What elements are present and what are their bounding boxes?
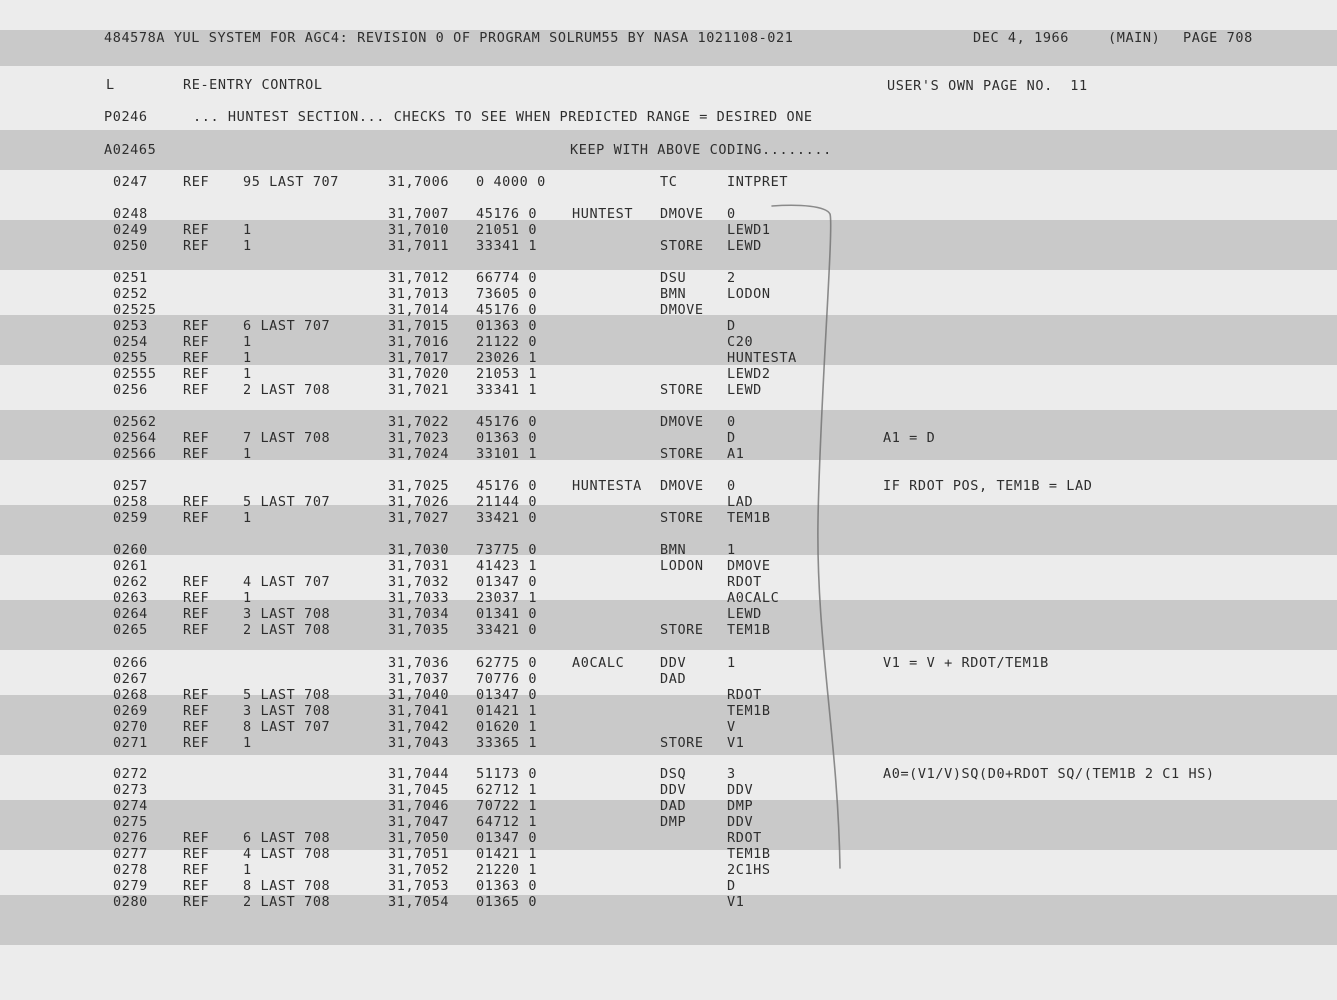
row-ref-count: 4 LAST 708 — [243, 846, 331, 862]
row-address: 31,7016 — [388, 334, 450, 350]
row-operand: RDOT — [727, 687, 762, 703]
row-address: 31,7012 — [388, 270, 450, 286]
row-ref-count: 1 — [243, 350, 252, 366]
row-octal-code: 45176 0 — [476, 302, 538, 318]
row-ref-count: 6 LAST 707 — [243, 318, 331, 334]
row-address: 31,7052 — [388, 862, 450, 878]
row-operand: V1 — [727, 735, 745, 751]
row-octal-code: 01421 1 — [476, 846, 538, 862]
row-opcode: STORE — [660, 622, 704, 638]
row-address: 31,7034 — [388, 606, 450, 622]
row-ref: REF — [183, 510, 210, 526]
row-ref: REF — [183, 366, 210, 382]
row-ref: REF — [183, 334, 210, 350]
row-opcode: DDV — [660, 782, 687, 798]
row-ref: REF — [183, 830, 210, 846]
row-ref-count: 8 LAST 707 — [243, 719, 331, 735]
row-line-number: 0266 — [113, 655, 148, 671]
row-ref: REF — [183, 574, 210, 590]
row-opcode: BMN — [660, 286, 687, 302]
keep-line-id: A02465 — [104, 142, 157, 158]
row-address: 31,7043 — [388, 735, 450, 751]
row-octal-code: 51173 0 — [476, 766, 538, 782]
listing-date: DEC 4, 1966 — [973, 30, 1070, 46]
row-ref-count: 2 LAST 708 — [243, 382, 331, 398]
row-line-number: 02562 — [113, 414, 157, 430]
row-ref: REF — [183, 687, 210, 703]
row-octal-code: 23037 1 — [476, 590, 538, 606]
row-ref: REF — [183, 894, 210, 910]
row-octal-code: 66774 0 — [476, 270, 538, 286]
log-letter: L — [106, 77, 115, 93]
row-address: 31,7027 — [388, 510, 450, 526]
row-octal-code: 0 4000 0 — [476, 174, 546, 190]
row-ref: REF — [183, 878, 210, 894]
row-operand: 0 — [727, 478, 736, 494]
row-operand: 3 — [727, 766, 736, 782]
row-line-number: 0274 — [113, 798, 148, 814]
row-opcode: DSU — [660, 270, 687, 286]
row-octal-code: 01363 0 — [476, 318, 538, 334]
row-line-number: 0278 — [113, 862, 148, 878]
row-line-number: 0256 — [113, 382, 148, 398]
row-operand: RDOT — [727, 574, 762, 590]
row-ref-count: 1 — [243, 366, 252, 382]
row-octal-code: 01620 1 — [476, 719, 538, 735]
row-line-number: 0264 — [113, 606, 148, 622]
row-operand: V1 — [727, 894, 745, 910]
row-address: 31,7042 — [388, 719, 450, 735]
row-ref-count: 5 LAST 708 — [243, 687, 331, 703]
row-ref: REF — [183, 494, 210, 510]
row-line-number: 0273 — [113, 782, 148, 798]
row-operand: INTPRET — [727, 174, 789, 190]
row-ref-count: 2 LAST 708 — [243, 894, 331, 910]
row-octal-code: 21220 1 — [476, 862, 538, 878]
row-line-number: 0267 — [113, 671, 148, 687]
row-line-number: 0250 — [113, 238, 148, 254]
row-octal-code: 21144 0 — [476, 494, 538, 510]
row-octal-code: 33341 1 — [476, 382, 538, 398]
row-address: 31,7006 — [388, 174, 450, 190]
row-ref-count: 1 — [243, 334, 252, 350]
row-opcode: STORE — [660, 382, 704, 398]
row-line-number: 0269 — [113, 703, 148, 719]
row-operand: LEWD — [727, 606, 762, 622]
row-octal-code: 23026 1 — [476, 350, 538, 366]
row-line-number: 0258 — [113, 494, 148, 510]
row-octal-code: 33101 1 — [476, 446, 538, 462]
row-line-number: 0252 — [113, 286, 148, 302]
row-ref-count: 1 — [243, 862, 252, 878]
row-operand: LODON — [727, 286, 771, 302]
row-line-number: 0279 — [113, 878, 148, 894]
row-opcode: DMOVE — [660, 414, 704, 430]
row-octal-code: 41423 1 — [476, 558, 538, 574]
row-line-number: 0280 — [113, 894, 148, 910]
row-octal-code: 01341 0 — [476, 606, 538, 622]
row-operand: TEM1B — [727, 703, 771, 719]
row-address: 31,7015 — [388, 318, 450, 334]
row-ref: REF — [183, 174, 210, 190]
row-line-number: 0270 — [113, 719, 148, 735]
row-octal-code: 33421 0 — [476, 622, 538, 638]
row-operand: TEM1B — [727, 622, 771, 638]
row-octal-code: 21053 1 — [476, 366, 538, 382]
row-operand: 0 — [727, 206, 736, 222]
row-ref-count: 4 LAST 707 — [243, 574, 331, 590]
row-address: 31,7030 — [388, 542, 450, 558]
row-address: 31,7047 — [388, 814, 450, 830]
row-ref: REF — [183, 382, 210, 398]
row-opcode: STORE — [660, 238, 704, 254]
row-opcode: STORE — [660, 735, 704, 751]
row-address: 31,7017 — [388, 350, 450, 366]
row-ref-count: 1 — [243, 590, 252, 606]
row-address: 31,7041 — [388, 703, 450, 719]
row-opcode: DMOVE — [660, 478, 704, 494]
user-page-number: USER'S OWN PAGE NO. 11 — [887, 78, 1088, 94]
row-ref-count: 1 — [243, 238, 252, 254]
row-address: 31,7011 — [388, 238, 450, 254]
row-octal-code: 73605 0 — [476, 286, 538, 302]
row-octal-code: 64712 1 — [476, 814, 538, 830]
row-line-number: 0272 — [113, 766, 148, 782]
row-line-number: 0254 — [113, 334, 148, 350]
row-ref: REF — [183, 446, 210, 462]
row-ref: REF — [183, 430, 210, 446]
row-ref-count: 8 LAST 708 — [243, 878, 331, 894]
row-operand: A0CALC — [727, 590, 780, 606]
row-ref-count: 7 LAST 708 — [243, 430, 331, 446]
row-octal-code: 01347 0 — [476, 574, 538, 590]
row-operand: 1 — [727, 542, 736, 558]
row-octal-code: 01363 0 — [476, 430, 538, 446]
row-operand: TEM1B — [727, 846, 771, 862]
row-address: 31,7024 — [388, 446, 450, 462]
row-operand: DMP — [727, 798, 754, 814]
row-address: 31,7022 — [388, 414, 450, 430]
row-opcode: BMN — [660, 542, 687, 558]
row-line-number: 0251 — [113, 270, 148, 286]
row-address: 31,7007 — [388, 206, 450, 222]
row-ref: REF — [183, 703, 210, 719]
row-ref-count: 5 LAST 707 — [243, 494, 331, 510]
row-octal-code: 33341 1 — [476, 238, 538, 254]
row-ref-count: 6 LAST 708 — [243, 830, 331, 846]
row-ref-count: 3 LAST 708 — [243, 703, 331, 719]
row-ref: REF — [183, 846, 210, 862]
row-address: 31,7021 — [388, 382, 450, 398]
row-ref-count: 1 — [243, 510, 252, 526]
row-label: A0CALC — [572, 655, 625, 671]
row-octal-code: 45176 0 — [476, 206, 538, 222]
row-ref: REF — [183, 622, 210, 638]
row-opcode: DMP — [660, 814, 687, 830]
section-title: RE-ENTRY CONTROL — [183, 77, 323, 93]
row-operand: V — [727, 719, 736, 735]
row-octal-code: 21051 0 — [476, 222, 538, 238]
listing-id: 484578A YUL SYSTEM FOR AGC4: REVISION 0 OF PROGRAM SOLRUM55 BY NASA 1021108-021 — [104, 30, 794, 46]
row-comment: A0=(V1/V)SQ(D0+RDOT SQ/(TEM1B 2 C1 HS) — [883, 766, 1215, 782]
row-octal-code: 45176 0 — [476, 414, 538, 430]
row-opcode: DSQ — [660, 766, 687, 782]
row-line-number: 0249 — [113, 222, 148, 238]
row-opcode: TC — [660, 174, 678, 190]
row-comment: V1 = V + RDOT/TEM1B — [883, 655, 1049, 671]
row-operand: LEWD — [727, 382, 762, 398]
row-operand: 2 — [727, 270, 736, 286]
row-address: 31,7033 — [388, 590, 450, 606]
row-operand: DMOVE — [727, 558, 771, 574]
row-operand: D — [727, 430, 736, 446]
row-ref: REF — [183, 590, 210, 606]
row-address: 31,7014 — [388, 302, 450, 318]
keep-line-text: KEEP WITH ABOVE CODING........ — [570, 142, 832, 158]
row-label: HUNTESTA — [572, 478, 642, 494]
row-ref-count: 3 LAST 708 — [243, 606, 331, 622]
row-line-number: 0255 — [113, 350, 148, 366]
row-line-number: 02564 — [113, 430, 157, 446]
row-address: 31,7045 — [388, 782, 450, 798]
row-opcode: STORE — [660, 510, 704, 526]
row-address: 31,7036 — [388, 655, 450, 671]
row-ref: REF — [183, 719, 210, 735]
row-label: HUNTEST — [572, 206, 634, 222]
row-line-number: 0265 — [113, 622, 148, 638]
row-opcode: DDV — [660, 655, 687, 671]
row-line-number: 0260 — [113, 542, 148, 558]
row-ref-count: 2 LAST 708 — [243, 622, 331, 638]
row-octal-code: 70722 1 — [476, 798, 538, 814]
row-address: 31,7050 — [388, 830, 450, 846]
row-ref: REF — [183, 606, 210, 622]
row-opcode: LODON — [660, 558, 704, 574]
row-octal-code: 45176 0 — [476, 478, 538, 494]
row-line-number: 0261 — [113, 558, 148, 574]
row-line-number: 02566 — [113, 446, 157, 462]
row-address: 31,7035 — [388, 622, 450, 638]
row-address: 31,7046 — [388, 798, 450, 814]
row-operand: LAD — [727, 494, 754, 510]
row-address: 31,7013 — [388, 286, 450, 302]
row-line-number: 0253 — [113, 318, 148, 334]
row-operand: DDV — [727, 782, 754, 798]
row-address: 31,7054 — [388, 894, 450, 910]
row-line-number: 0248 — [113, 206, 148, 222]
row-address: 31,7037 — [388, 671, 450, 687]
row-opcode: DAD — [660, 798, 687, 814]
row-octal-code: 01347 0 — [476, 687, 538, 703]
row-address: 31,7023 — [388, 430, 450, 446]
row-opcode: DAD — [660, 671, 687, 687]
comment-line-id: P0246 — [104, 109, 148, 125]
row-address: 31,7010 — [388, 222, 450, 238]
row-octal-code: 01421 1 — [476, 703, 538, 719]
row-operand: C20 — [727, 334, 754, 350]
row-line-number: 0259 — [113, 510, 148, 526]
row-line-number: 0277 — [113, 846, 148, 862]
row-ref: REF — [183, 238, 210, 254]
row-octal-code: 33365 1 — [476, 735, 538, 751]
row-comment: A1 = D — [883, 430, 936, 446]
row-octal-code: 62712 1 — [476, 782, 538, 798]
row-address: 31,7031 — [388, 558, 450, 574]
row-line-number: 02555 — [113, 366, 157, 382]
row-ref-count: 1 — [243, 735, 252, 751]
row-line-number: 0275 — [113, 814, 148, 830]
row-operand: LEWD2 — [727, 366, 771, 382]
row-address: 31,7053 — [388, 878, 450, 894]
comment-line-text: ... HUNTEST SECTION... CHECKS TO SEE WHEN PREDICTED RANGE = DESIRED ONE — [193, 109, 813, 125]
row-address: 31,7025 — [388, 478, 450, 494]
row-address: 31,7051 — [388, 846, 450, 862]
row-ref: REF — [183, 222, 210, 238]
row-opcode: DMOVE — [660, 302, 704, 318]
row-operand: 1 — [727, 655, 736, 671]
row-address: 31,7026 — [388, 494, 450, 510]
page-number: PAGE 708 — [1183, 30, 1253, 46]
row-operand: TEM1B — [727, 510, 771, 526]
row-ref: REF — [183, 735, 210, 751]
row-octal-code: 01363 0 — [476, 878, 538, 894]
row-operand: A1 — [727, 446, 745, 462]
row-operand: RDOT — [727, 830, 762, 846]
row-octal-code: 33421 0 — [476, 510, 538, 526]
row-octal-code: 73775 0 — [476, 542, 538, 558]
listing-segment: (MAIN) — [1108, 30, 1161, 46]
row-operand: 2C1HS — [727, 862, 771, 878]
row-ref: REF — [183, 350, 210, 366]
row-line-number: 0247 — [113, 174, 148, 190]
row-line-number: 0271 — [113, 735, 148, 751]
row-ref: REF — [183, 318, 210, 334]
row-opcode: STORE — [660, 446, 704, 462]
row-line-number: 0263 — [113, 590, 148, 606]
row-address: 31,7032 — [388, 574, 450, 590]
row-operand: DDV — [727, 814, 754, 830]
row-line-number: 0276 — [113, 830, 148, 846]
row-octal-code: 62775 0 — [476, 655, 538, 671]
row-ref-count: 1 — [243, 222, 252, 238]
row-address: 31,7020 — [388, 366, 450, 382]
row-line-number: 0268 — [113, 687, 148, 703]
row-ref-count: 95 LAST 707 — [243, 174, 340, 190]
row-address: 31,7044 — [388, 766, 450, 782]
row-address: 31,7040 — [388, 687, 450, 703]
row-operand: D — [727, 878, 736, 894]
row-operand: LEWD — [727, 238, 762, 254]
row-octal-code: 21122 0 — [476, 334, 538, 350]
row-ref-count: 1 — [243, 446, 252, 462]
row-octal-code: 01365 0 — [476, 894, 538, 910]
row-line-number: 0257 — [113, 478, 148, 494]
row-operand: HUNTESTA — [727, 350, 797, 366]
row-ref: REF — [183, 862, 210, 878]
row-line-number: 0262 — [113, 574, 148, 590]
row-opcode: DMOVE — [660, 206, 704, 222]
row-line-number: 02525 — [113, 302, 157, 318]
row-operand: D — [727, 318, 736, 334]
row-octal-code: 70776 0 — [476, 671, 538, 687]
row-comment: IF RDOT POS, TEM1B = LAD — [883, 478, 1093, 494]
row-octal-code: 01347 0 — [476, 830, 538, 846]
row-operand: LEWD1 — [727, 222, 771, 238]
row-operand: 0 — [727, 414, 736, 430]
